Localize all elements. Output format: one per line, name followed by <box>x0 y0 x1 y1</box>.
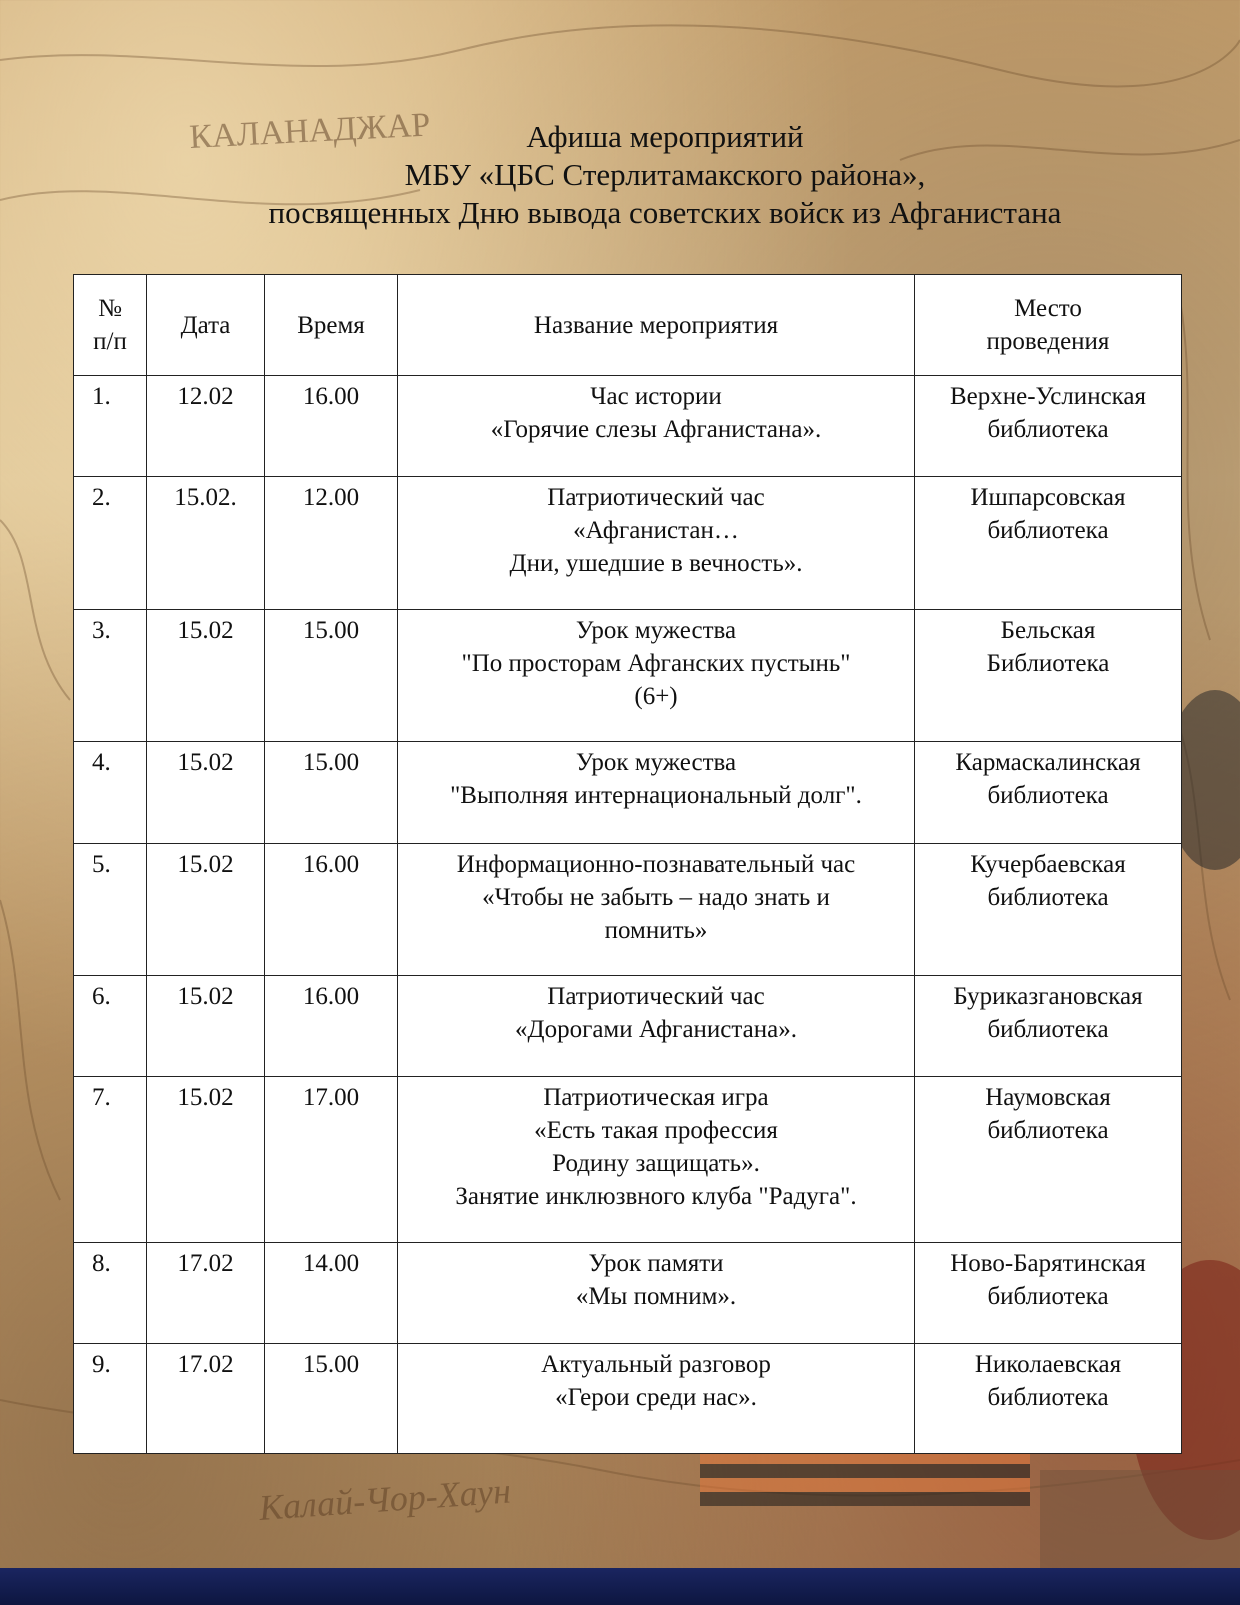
place-line: Буриказгановская <box>953 983 1143 1010</box>
row-time: 15.00 <box>265 742 398 844</box>
table-row <box>74 1077 1182 1243</box>
row-time: 15.00 <box>265 610 398 742</box>
place-line: библиотека <box>987 1117 1109 1144</box>
row-number: 4. <box>74 742 147 844</box>
event-line: «Афганистан… <box>573 517 739 544</box>
place-line: Бельская <box>1000 617 1096 644</box>
place-line: библиотека <box>987 1283 1109 1310</box>
row-date: 17.02 <box>147 1344 265 1454</box>
row-event-name <box>398 1243 915 1344</box>
col-header-date: Дата <box>147 275 265 376</box>
row-time: 16.00 <box>265 376 398 477</box>
row-number: 7. <box>74 1077 147 1243</box>
col-header-num: № п/п <box>74 275 147 376</box>
row-event-name <box>398 477 915 610</box>
place-line: библиотека <box>987 1384 1109 1411</box>
row-place <box>915 1344 1182 1454</box>
row-place <box>915 844 1182 976</box>
table-row <box>74 1344 1182 1454</box>
row-date: 15.02 <box>147 976 265 1077</box>
event-line: Урок мужества <box>575 749 737 776</box>
event-line: Актуальный разговор <box>541 1351 771 1378</box>
table-header-row <box>74 275 1182 376</box>
row-place <box>915 376 1182 477</box>
event-line: Дни, ушедшие в вечность». <box>509 550 803 577</box>
row-date: 15.02 <box>147 742 265 844</box>
event-line: "Выполняя интернациональный долг". <box>450 782 862 809</box>
row-number: 9. <box>74 1344 147 1454</box>
event-line: «Герои среди нас». <box>555 1384 757 1411</box>
table-row <box>74 742 1182 844</box>
place-line: Кучербаевская <box>970 851 1126 878</box>
row-number: 1. <box>74 376 147 477</box>
table-row <box>74 477 1182 610</box>
row-date: 15.02 <box>147 1077 265 1243</box>
table-row <box>74 610 1182 742</box>
event-line: Патриотический час <box>547 484 765 511</box>
event-line: "По просторам Афганских пустынь" <box>461 650 851 677</box>
row-place <box>915 742 1182 844</box>
row-time: 16.00 <box>265 976 398 1077</box>
row-number: 2. <box>74 477 147 610</box>
event-line: (6+) <box>634 683 678 710</box>
page-title <box>0 118 1240 232</box>
row-number: 6. <box>74 976 147 1077</box>
col-header-place: Место проведения <box>915 275 1182 376</box>
place-line: Ново-Барятинская <box>950 1250 1146 1277</box>
row-time: 16.00 <box>265 844 398 976</box>
title-line-1: Афиша мероприятий <box>526 119 804 154</box>
row-time: 14.00 <box>265 1243 398 1344</box>
event-line: Информационно-познавательный час <box>456 851 856 878</box>
row-event-name <box>398 976 915 1077</box>
place-line: библиотека <box>987 416 1109 443</box>
row-time: 12.00 <box>265 477 398 610</box>
title-line-3: посвященных Дню вывода советских войск из Афганистана <box>268 195 1062 230</box>
row-number: 3. <box>74 610 147 742</box>
place-line: библиотека <box>987 782 1109 809</box>
place-line: библиотека <box>987 1016 1109 1043</box>
row-event-name <box>398 1344 915 1454</box>
event-line: «Горячие слезы Афганистана». <box>490 416 822 443</box>
row-place <box>915 477 1182 610</box>
place-line: Николаевская <box>974 1351 1122 1378</box>
col-header-time: Время <box>265 275 398 376</box>
row-number: 8. <box>74 1243 147 1344</box>
bottom-band <box>0 1568 1240 1605</box>
row-event-name <box>398 376 915 477</box>
row-place <box>915 976 1182 1077</box>
place-line: Наумовская <box>985 1084 1111 1111</box>
event-line: Урок мужества <box>575 617 737 644</box>
place-line: библиотека <box>987 517 1109 544</box>
event-line: «Мы помним». <box>575 1283 737 1310</box>
row-number: 5. <box>74 844 147 976</box>
place-line: библиотека <box>987 884 1109 911</box>
place-line: Ишпарсовская <box>970 484 1126 511</box>
table-row <box>74 844 1182 976</box>
event-line: Патриотическая игра <box>543 1084 769 1111</box>
row-date: 12.02 <box>147 376 265 477</box>
row-date: 15.02. <box>147 477 265 610</box>
row-date: 17.02 <box>147 1243 265 1344</box>
place-line: Кармаскалинская <box>955 749 1141 776</box>
row-date: 15.02 <box>147 844 265 976</box>
place-line: Библиотека <box>986 650 1110 677</box>
row-place <box>915 1077 1182 1243</box>
event-line: «Дорогами Афганистана». <box>515 1016 797 1043</box>
row-event-name <box>398 844 915 976</box>
col-header-event: Название мероприятия <box>398 275 915 376</box>
table-row <box>74 976 1182 1077</box>
row-time: 15.00 <box>265 1344 398 1454</box>
event-line: Урок памяти <box>588 1250 724 1277</box>
table-row <box>74 376 1182 477</box>
row-place <box>915 610 1182 742</box>
event-line: «Чтобы не забыть – надо знать и <box>482 884 830 911</box>
map-label-2: Калай-Чор-Хаун <box>257 1470 513 1528</box>
row-event-name <box>398 742 915 844</box>
row-time: 17.00 <box>265 1077 398 1243</box>
event-line: помнить» <box>604 917 708 944</box>
place-line: Верхне-Услинская <box>949 383 1147 410</box>
events-table <box>73 274 1182 1454</box>
row-place <box>915 1243 1182 1344</box>
row-event-name <box>398 610 915 742</box>
event-line: Патриотический час <box>547 983 765 1010</box>
event-line: Родину защищать». <box>552 1150 760 1177</box>
map-label-1: КАЛАНАДЖАР <box>188 106 432 156</box>
event-line: «Есть такая профессия <box>534 1117 778 1144</box>
table-row <box>74 1243 1182 1344</box>
event-line: Час истории <box>590 383 722 410</box>
row-event-name <box>398 1077 915 1243</box>
title-line-2: МБУ «ЦБС Стерлитамакского района», <box>404 157 926 192</box>
event-line: Занятие инклюзвного клуба "Радуга". <box>455 1183 857 1210</box>
row-date: 15.02 <box>147 610 265 742</box>
